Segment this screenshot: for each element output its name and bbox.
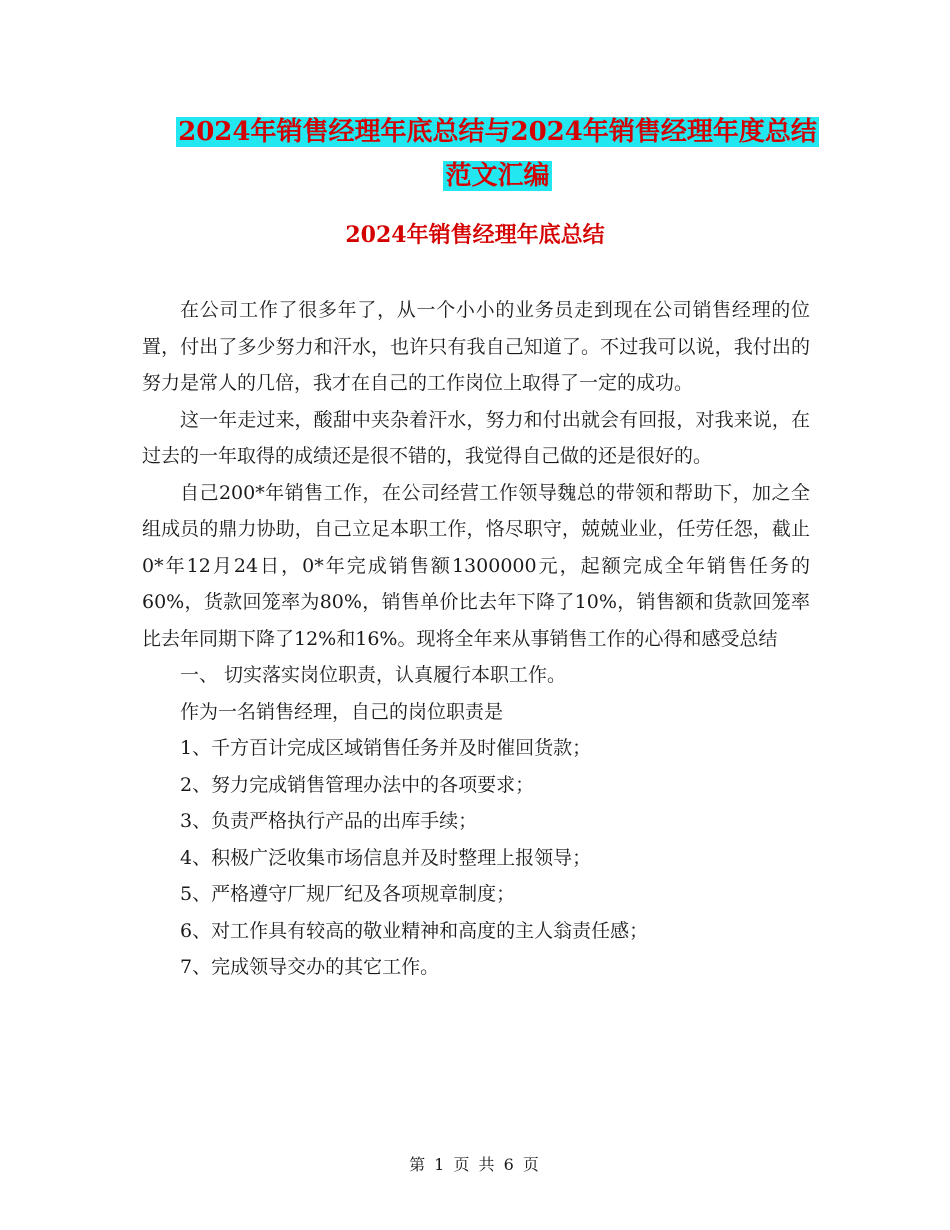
section-title: 2024年销售经理年底总结 [345,222,605,248]
list-item: 5、严格遵守厂规厂纪及各项规章制度； [180,883,516,905]
paragraph: 在公司工作了很多年了，从一个小小的业务员走到现在公司销售经理的位置，付出了多少努力和汗水，也许只有我自己知道了。不过我可以说，我付出的努力是常人的几倍，我才在自己的工作岗位上取得了一定的成功。 [142,299,810,394]
document-title-line2: 范文汇编 [445,161,550,191]
list-item: 1、千方百计完成区域销售任务并及时催回货款； [180,737,592,759]
list-item: 6、对工作具有较高的敬业精神和高度的主人翁责任感； [180,919,649,942]
paragraph: 这一年走过来，酸甜中夹杂着汗水，努力和付出就会有回报，对我来说，在过去的一年取得的成绩还是很不错的，我觉得自己做的还是很好的。 [142,408,810,467]
list-item: 2、努力完成销售管理办法中的各项要求； [180,773,535,796]
list-item: 3、负责严格执行产品的出库手续； [180,810,478,832]
paragraph: 自己200*年销售工作，在公司经营工作领导魏总的带领和帮助下，加之全组成员的鼎力协助，自己立足本职工作，恪尽职守，兢兢业业，任劳任怨，截止0*年12月24日，0*年完成销售额1300000元，起额完成全年销售任务的60%，货款回笼率为80%，销售单价比去年下降了10%，销售额和货款回笼率比去年同期下降了12%和16%。现将全年来从事销售工作的心得和感受总结 [142,481,810,650]
list-item: 4、积极广泛收集市场信息并及时整理上报领导； [180,846,592,869]
page-footer: 第 1 页 共 6 页 [409,1155,541,1174]
document-title-line1: 2024年销售经理年底总结与2024年销售经理年度总结 [178,117,817,147]
list-intro: 作为一名销售经理，自己的岗位职责是 [180,700,504,723]
heading-item: 一、 切实落实岗位职责，认真履行本职工作。 [180,664,567,686]
document-title [140,110,855,198]
list-item: 7、完成领导交办的其它工作。 [180,956,440,978]
document-body [142,292,810,986]
